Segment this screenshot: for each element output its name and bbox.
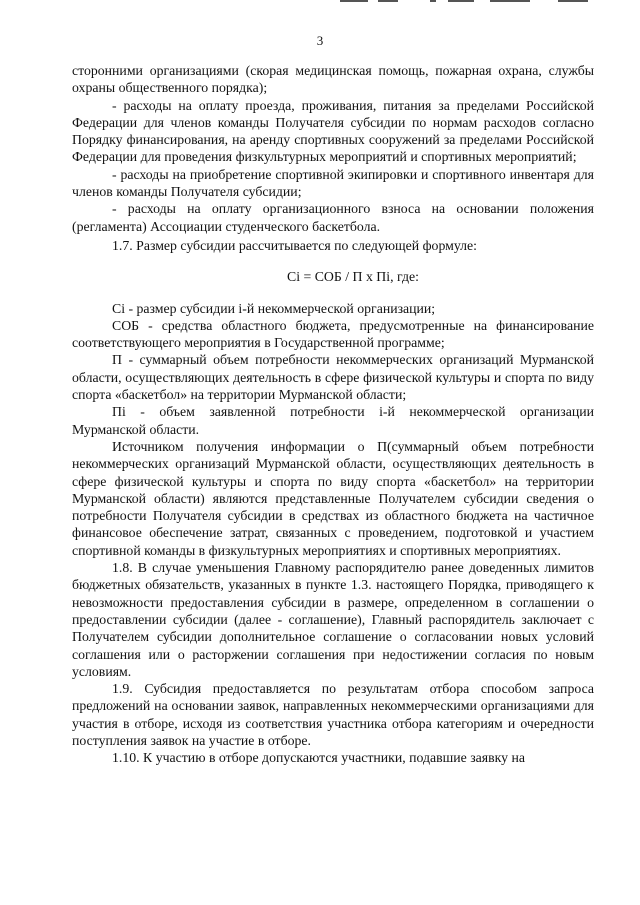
paragraph: Пi - объем заявленной потребности i-й некоммерческой организации Мурманской области. — [72, 404, 594, 437]
paragraph: - расходы на приобретение спортивной экипировки и спортивного инвентаря для членов команды Получателя субсидии; — [72, 166, 594, 200]
paragraph: П - суммарный объем потребности некоммерческих организаций Мурманской области, осуществляющих деятельность в сфере физической культуры и спорта по виду спорта «баскетбол» на территории Мурманской области; — [72, 352, 594, 403]
page-number: 3 — [316, 33, 324, 48]
clause-1-9: 1.9. Субсидия предоставляется по результатам отбора способом запроса предложений на основании заявок, направленных некоммерческими организациями для участия в отборе, исходя из соответствия участника отбора категориям и очередности поступления заявок на участие в отборе. — [72, 681, 594, 748]
paragraph: Источником получения информации о П(суммарный объем потребности некоммерческих организаций Мурманской области, осуществляющих деятельность в сфере физической культуры и спорта по виду спорта «баскетбол» на территории Мурманской области) являются представленные Получателем субсидии сведения о потребности Получателя субсидии в средствах из областного бюджета на частичное финансовое обеспечение затрат, связанных с проведением, подготовкой и участием спортивной команды в физкультурных мероприятиях и спортивных мероприятиях. — [72, 438, 594, 558]
top-edge-marks — [330, 0, 620, 4]
paragraph: - расходы на оплату проезда, проживания, питания за пределами Российской Федерации для членов команды Получателя субсидии по нормам расходов согласно Порядку финансирования, на аренду спортивных сооружений за пределами Российской Федерации для проведения физкультурных мероприятий и спортивных мероприятий; — [72, 97, 594, 165]
paragraph: Ci - размер субсидии i-й некоммерческой организации; — [112, 300, 436, 316]
clause-1-8: 1.8. В случае уменьшения Главному распорядителю ранее доведенных лимитов бюджетных обязательств, указанных в пункте 1.3. настоящего Порядка, приводящего к невозможности предоставления субсидии в размере, определенном в соглашении о предоставлении субсидии (далее - соглашение), Главный распорядитель заключает с Получателем субсидии дополнительное соглашение о согласовании новых условий соглашения или о расторжении соглашения при недостижении согласия по новым условиям. — [72, 560, 594, 679]
paragraph: СОБ - средства областного бюджета, предусмотренные на финансирование соответствующего мероприятия в Государственной программе; — [72, 317, 594, 351]
formula: Ci = СОБ / П x Пi, где: — [287, 269, 419, 285]
document-body — [72, 62, 594, 767]
clause-1-7: 1.7. Размер субсидии рассчитывается по следующей формуле: — [112, 237, 478, 253]
clause-1-10: 1.10. К участию в отборе допускаются участники, подавшие заявку на — [112, 750, 526, 766]
paragraph: сторонними организациями (скорая медицинская помощь, пожарная охрана, службы охраны общественного порядка); — [72, 63, 594, 96]
paragraph: - расходы на оплату организационного взноса на основании положения (регламента) Ассоциации студенческого баскетбола. — [72, 201, 594, 234]
